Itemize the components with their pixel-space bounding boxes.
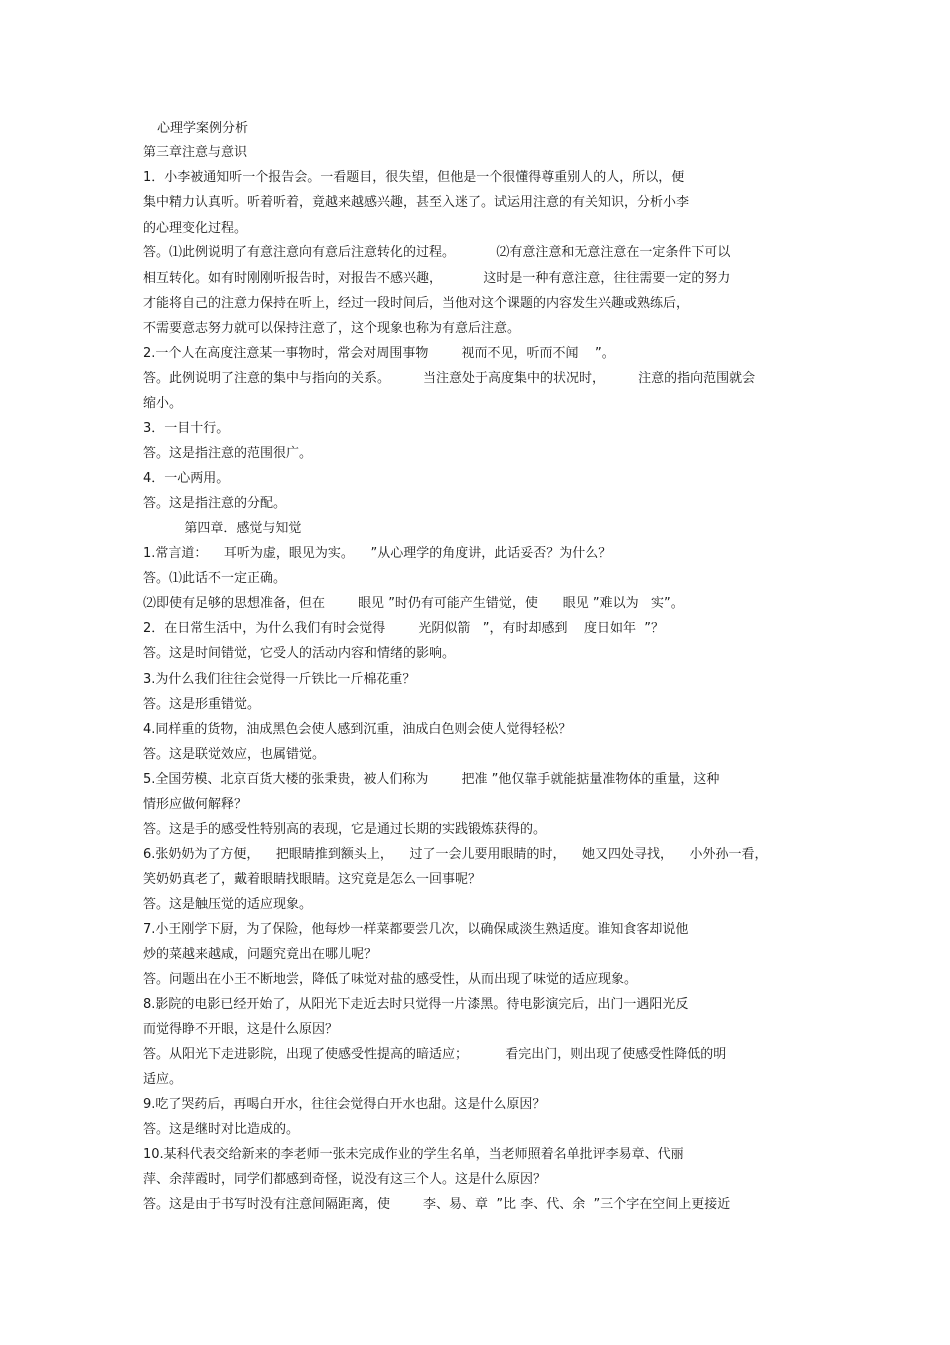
text-line: 情形应做何解释？ [143,797,248,812]
text-line: 3.为什么我们往往会觉得一斤铁比一斤棉花重？ [143,672,416,687]
text-line: 答。⑴此例说明了有意注意向有意后注意转化的过程。 ⑵有意注意和无意注意在一定条件下可以 [143,245,731,260]
text-line: 相互转化。如有时刚刚听报告时，对报告不感兴趣， 这时是一种有意注意，往往需要一定的努力 [143,271,731,286]
text-line: 炒的菜越来越咸，问题究竟出在哪儿呢？ [143,947,378,962]
text-line: 8.影院的电影已经开始了，从阳光下走近去时只觉得一片漆黑。待电影演完后，出门一遇阳光反 [143,997,689,1012]
text-line: 答。这是手的感受性特别高的表现，它是通过长期的实践锻炼获得的。 [143,822,547,837]
text-line: 答。这是指注意的分配。 [143,496,287,511]
text-line: 答。问题出在小王不断地尝，降低了味觉对盐的感受性，从而出现了味觉的适应现象。 [143,972,638,987]
text-line: 7.小王刚学下厨，为了保险，他每炒一样菜都要尝几次，以确保咸淡生熟适度。谁知食客却说他 [143,922,689,937]
text-line: 而觉得睁不开眼，这是什么原因？ [143,1022,339,1037]
text-line: 2.一个人在高度注意某一事物时，常会对周围事物 视而不见，听而不闻 ”。 [143,346,615,361]
text-line: 答。这是继时对比造成的。 [143,1122,300,1137]
text-line: 的心理变化过程。 [143,221,248,236]
text-line: 4．一心两用。 [143,471,230,486]
text-line: 答。此例说明了注意的集中与指向的关系。 当注意处于高度集中的状况时， 注意的指向范围就会 [143,371,756,386]
text-line: 1.常言道： 耳听为虚，眼见为实。 ”从心理学的角度讲，此话妥否？为什么？ [143,546,612,561]
text-line: 笑奶奶真老了，戴着眼睛找眼睛。这究竟是怎么一回事呢？ [143,872,482,887]
text-line: 6.张奶奶为了方便， 把眼睛推到额头上， 过了一会儿要用眼睛的时， 她又四处寻找， 小外孙一看， [143,847,768,862]
text-line: 缩小。 [143,396,183,411]
text-line: 答。这是触压觉的适应现象。 [143,897,313,912]
text-line: 答。这是形重错觉。 [143,697,261,712]
text-line: 答。⑴此话不一定正确。 [143,571,287,586]
text-line: 答。这是指注意的范围很广。 [143,446,313,461]
text-line: 萍、余萍霞时，同学们都感到奇怪，说没有这三个人。这是什么原因？ [143,1172,547,1187]
text-line: 答。这是时间错觉，它受人的活动内容和情绪的影响。 [143,646,456,661]
text-line: 10.某科代表交给新来的李老师一张未完成作业的学生名单，当老师照着名单批评李易章、代丽 [143,1147,684,1162]
text-line: 才能将自己的注意力保持在听上，经过一段时间后，当他对这个课题的内容发生兴趣或熟练后， [143,296,690,311]
text-line: 2．在日常生活中，为什么我们有时会觉得 光阴似箭 ”，有时却感到 度日如年 ”？ [143,621,664,636]
text-line: 第三章注意与意识 [143,145,248,160]
text-line: 9.吃了哭药后，再喝白开水，往往会觉得白开水也甜。这是什么原因？ [143,1097,546,1112]
text-line: 答。这是由于书写时没有注意间隔距离，使 李、易、章 ”比 李、代、余 ”三个字在空间上更接近 [143,1197,731,1212]
text-line: 3．一目十行。 [143,421,230,436]
text-line: 不需要意志努力就可以保持注意了，这个现象也称为有意后注意。 [143,321,521,336]
text-line: 1．小李被通知听一个报告会。一看题目，很失望，但他是一个很懂得尊重别人的人，所以，便 [143,170,685,185]
document-title: 心理学案例分析 [157,121,249,136]
text-line: ⑵即使有足够的思想准备，但在 眼见 ”时仍有可能产生错觉，使 眼见 ”难以为 实”。 [143,596,684,611]
text-line: 5.全国劳模、北京百货大楼的张秉贵，被人们称为 把准 ”他仅靠手就能掂量准物体的重量，这种 [143,772,720,787]
text-line: 第四章．感觉与知觉 [143,521,302,536]
text-line: 答。从阳光下走进影院，出现了使感受性提高的暗适应； 看完出门，则出现了使感受性降低的明 [143,1047,727,1062]
text-line: 集中精力认真听。听着听着，竟越来越感兴趣，甚至入迷了。试运用注意的有关知识，分析小李 [143,195,690,210]
text-line: 答。这是联觉效应，也属错觉。 [143,747,326,762]
text-line: 适应。 [143,1072,183,1087]
text-line: 4.同样重的货物，油成黑色会使人感到沉重，油成白色则会使人觉得轻松？ [143,722,572,737]
